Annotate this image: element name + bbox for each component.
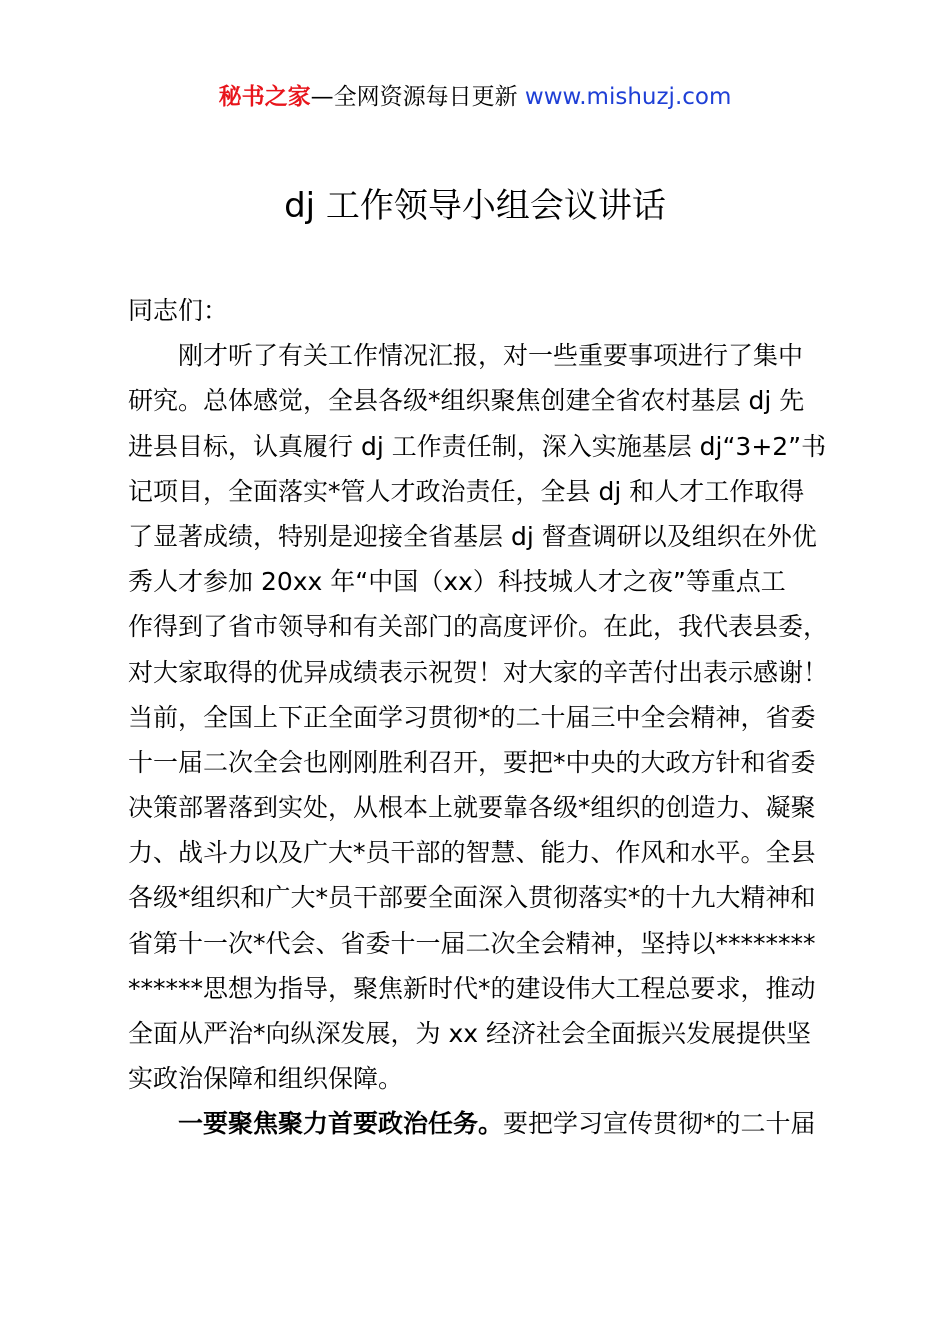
text-line: 了显著成绩，特别是迎接全省基层 dj 督查调研以及组织在外优 — [128, 521, 817, 551]
text-line: 当前，全国上下正全面学习贯彻*的二十届三中全会精神，省委 — [128, 702, 816, 732]
section-heading-line — [128, 1101, 838, 1146]
document-title: dj 工作领导小组会议讲话 — [284, 186, 666, 226]
text-line: 实政治保障和组织保障。 — [128, 1064, 404, 1094]
text-line: 刚才听了有关工作情况汇报，对一些重要事项进行了集中 — [178, 341, 804, 371]
text-line: 全面从严治*向纵深发展，为 xx 经济社会全面振兴发展提供坚 — [128, 1019, 811, 1048]
site-url-link[interactable]: www.mishuzj.com — [524, 84, 732, 110]
site-tagline: —全网资源每日更新 — [310, 84, 525, 110]
text-line: 省第十一次*代会、省委十一届二次全会精神，坚持以******** — [128, 928, 816, 958]
text-line: 进县目标，认真履行 dj 工作责任制，深入实施基层 dj“3+2”书 — [128, 431, 827, 461]
text-line: 力、战斗力以及广大*员干部的智慧、能力、作风和水平。全县 — [128, 838, 816, 868]
text-line: 决策部署落到实处，从根本上就要靠各级*组织的创造力、凝聚 — [128, 793, 816, 823]
text-line: 各级*组织和广大*员干部要全面深入贯彻落实*的十九大精神和 — [128, 883, 816, 913]
document-body — [128, 288, 838, 1147]
text-line: 十一届二次全会也刚刚胜利召开，要把*中央的大政方针和省委 — [128, 747, 816, 777]
text-line: 对大家取得的优异成绩表示祝贺！对大家的辛苦付出表示感谢！ — [128, 657, 829, 687]
text-line: ******思想为指导，聚焦新时代*的建设伟大工程总要求，推动 — [128, 973, 816, 1003]
text-line: 作得到了省市领导和有关部门的高度评价。在此，我代表县委， — [128, 612, 829, 642]
site-brand: 秘书之家 — [218, 84, 311, 110]
site-header — [0, 80, 950, 114]
text-line: 秀人才参加 20xx 年“中国（xx）科技城人才之夜”等重点工 — [128, 567, 786, 597]
salutation: 同志们： — [128, 296, 229, 325]
section-text: 要把学习宣传贯彻*的二十届 — [503, 1109, 816, 1139]
section-heading: 一要聚焦聚力首要政治任务。 — [178, 1109, 504, 1139]
text-line: 研究。总体感觉，全县各级*组织聚焦创建全省农村基层 dj 先 — [128, 386, 805, 416]
text-line: 记项目，全面落实*管人才政治责任，全县 dj 和人才工作取得 — [128, 476, 805, 506]
